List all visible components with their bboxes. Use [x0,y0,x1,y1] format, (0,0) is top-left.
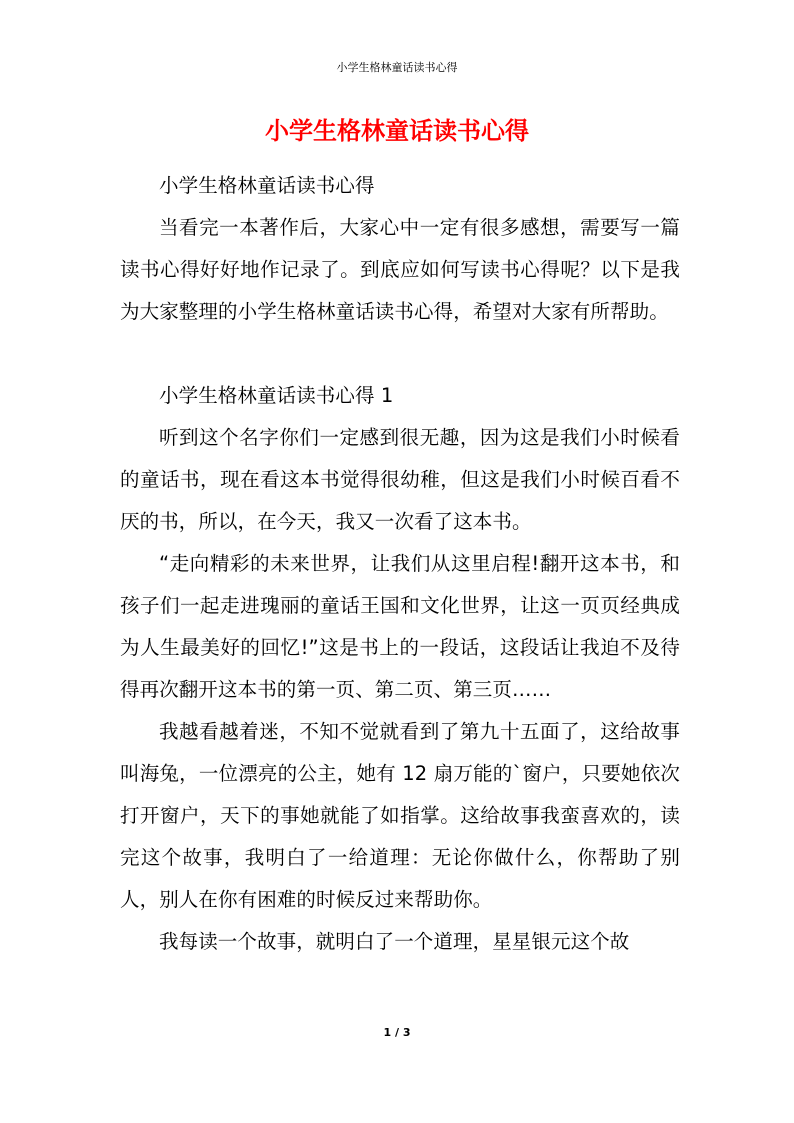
paragraph-spacer [120,333,680,375]
document-body [120,165,680,963]
paragraph-body: 我每读一个故事，就明白了一个道理，星星银元这个故 [159,930,630,953]
paragraph-body: 我越看越着迷，不知不觉就看到了第九十五面了，这给故事叫海兔，一位漂亮的公主，她有 12 扇万能的`窗户，只要她依次打开窗户，天下的事她就能了如指掌。这给故事我蛮喜欢的，读完这个故事，我明白了一给道理：无论你做什么，你帮助了别人，别人在你有困难的时候反过来帮助你。 [120,720,680,911]
paragraph-quote: “走向精彩的未来世界，让我们从这里启程!翻开这本书，和孩子们一起走进瑰丽的童话王国和文化世界，让这一页页经典成为人生最美好的回忆!”这是书上的一段话，这段话让我迫不及待得再次翻开这本书的第一页、第二页、第三页…… [120,552,680,701]
page-number: 1 / 3 [383,1026,411,1039]
paragraph-subtitle: 小学生格林童话读书心得 [159,174,375,197]
paragraph-body: 听到这个名字你们一定感到很无趣，因为这是我们小时候看的童话书，现在看这本书觉得很幼稚，但这是我们小时候百看不厌的书，所以，在今天，我又一次看了这本书。 [120,426,680,533]
section-heading: 小学生格林童话读书心得 1 [159,384,394,407]
page-header: 小学生格林童话读书心得 [336,61,458,74]
document-title: 小学生格林童话读书心得 [265,117,529,145]
paragraph-intro: 当看完一本著作后，大家心中一定有很多感想，需要写一篇读书心得好好地作记录了。到底应如何写读书心得呢？以下是我为大家整理的小学生格林童话读书心得，希望对大家有所帮助。 [120,216,680,323]
